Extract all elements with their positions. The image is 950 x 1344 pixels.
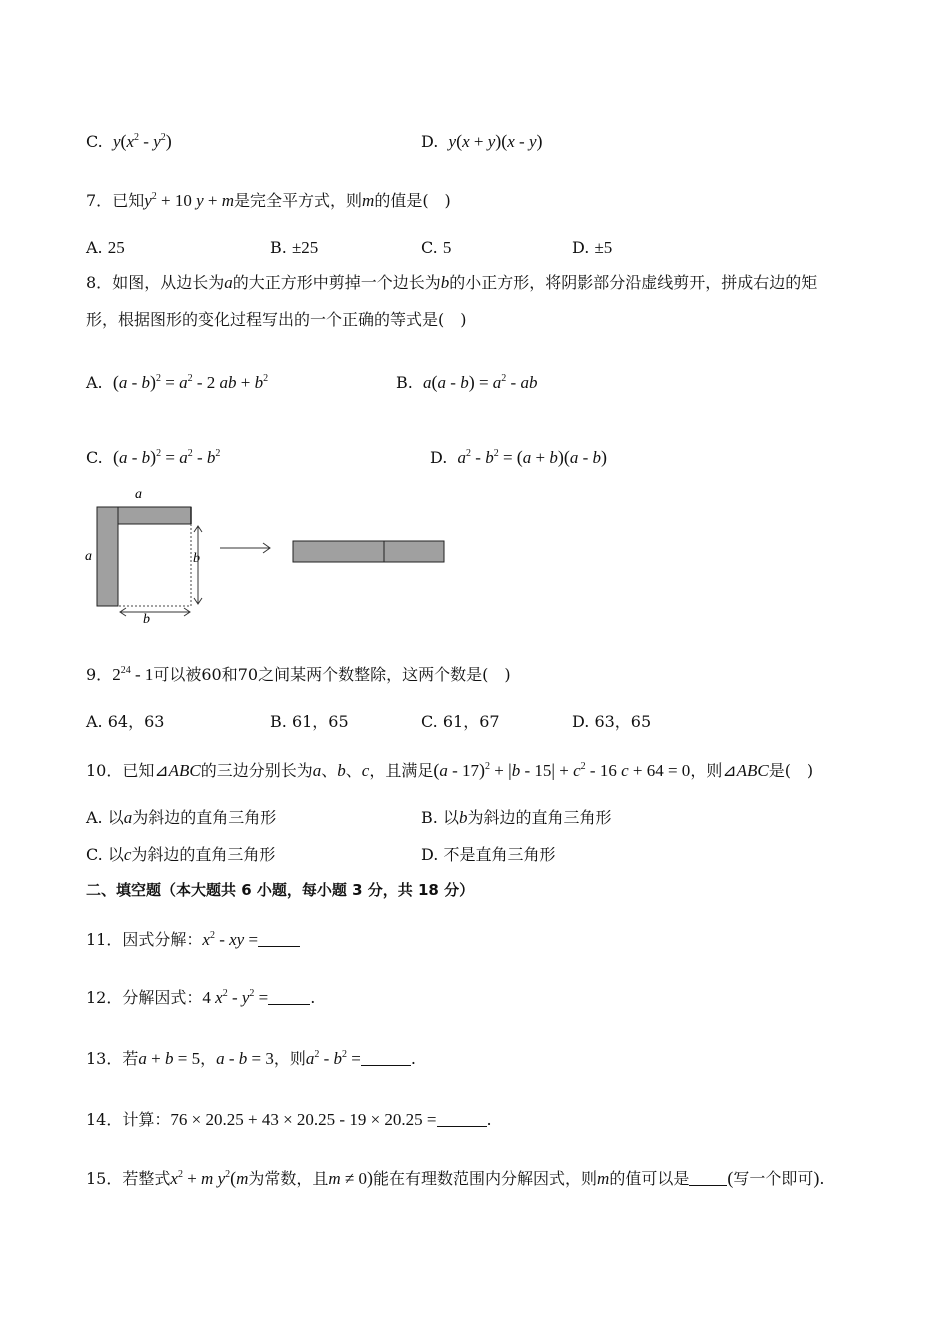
q10-stem: 10．已知⊿ABC的三边分别长为a、b、c，且满足$(a - 17)^2 + |b - 15| + c^2 - 16$ c + 64 = 0，则⊿ABC是( ) bbox=[86, 760, 814, 780]
figure-label-top-a: a bbox=[135, 487, 142, 502]
q10-option-a: A. 以a为斜边的直角三角形 bbox=[86, 808, 277, 827]
result-rectangle-right bbox=[384, 541, 444, 562]
q11: 11．因式分解：$x^2$ - xy = bbox=[86, 930, 300, 950]
q8-option-d: D. $a^2 - b^2 = (a + b)(a - b)$ bbox=[430, 447, 608, 467]
figure-label-left-a: a bbox=[85, 549, 92, 564]
q13: 13．若a + b = 5，a - b = 3，则$a^2 - b^2$ = . bbox=[86, 1049, 416, 1068]
q9-stem: 9．$2^{24} - 1$可以被60和70之间某两个数整除，这两个数是( ) bbox=[86, 665, 511, 684]
figure-label-bottom-b: b bbox=[143, 612, 150, 627]
q7-stem: 7．已知$y^2 + 10$ y + m是完全平方式，则m的值是( ) bbox=[86, 191, 451, 210]
q8-stem-line1: 8．如图，从边长为a的大正方形中剪掉一个边长为b的小正方形，将阴影部分沿虚线剪开，拼成右边的矩 bbox=[86, 273, 818, 292]
q8-option-b: B. $a(a - b) = a^2$ - ab bbox=[396, 372, 538, 392]
shaded-left-strip bbox=[97, 507, 118, 606]
q6-d-expr: y(x + y)(x - y) bbox=[448, 131, 543, 151]
q12-answer-blank[interactable] bbox=[268, 990, 310, 1005]
q9-option-d: D. 63，65 bbox=[572, 712, 652, 731]
q7-option-a: A. 25 bbox=[86, 238, 125, 257]
q9-option-a: A. 64，63 bbox=[86, 712, 165, 731]
figure-label-right-b: b bbox=[193, 551, 200, 566]
q13-answer-blank[interactable] bbox=[361, 1051, 411, 1066]
q14: 14．计算：76 × 20.25 + 43 × 20.25 - 19 × 20.25 = . bbox=[86, 1110, 492, 1129]
q10-option-c: C. 以c为斜边的直角三角形 bbox=[86, 845, 276, 864]
q7-option-d: D. ±5 bbox=[572, 238, 613, 257]
q9-option-c: C. 61，67 bbox=[421, 712, 500, 731]
q8-option-c: C. $(a - b)^2 = a^2 - b^2$ bbox=[86, 447, 221, 467]
q6-option-c: C. $y(x^2 - y^2)$ bbox=[86, 131, 172, 151]
q7-option-c: C. 5 bbox=[421, 238, 452, 257]
q8-figure bbox=[80, 480, 460, 630]
q11-answer-blank[interactable] bbox=[258, 932, 300, 947]
q15: 15．若整式$x^2 + m$ $y^2(m$为常数，且m ≠ 0)能在有理数范围内分解因式，则m的值可以是 (写一个即可). bbox=[86, 1168, 825, 1188]
q10-option-b: B. 以b为斜边的直角三角形 bbox=[421, 808, 612, 827]
q15-answer-blank[interactable] bbox=[689, 1171, 727, 1186]
q8-stem-line2: 形，根据图形的变化过程写出的一个正确的等式是( ) bbox=[86, 310, 467, 329]
q14-answer-blank[interactable] bbox=[437, 1112, 487, 1127]
q12: 12．分解因式：4 $x^2 - y^2$ = . bbox=[86, 988, 316, 1007]
q6-c-expr: $y(x^2 - y^2)$ bbox=[112, 131, 172, 151]
q6-option-d: D. y(x + y)(x - y) bbox=[421, 131, 543, 151]
q7-option-b: B. ±25 bbox=[270, 238, 319, 257]
q9-option-b: B. 61，65 bbox=[270, 712, 349, 731]
result-rectangle-left bbox=[293, 541, 384, 562]
shaded-top-strip bbox=[118, 507, 191, 524]
q10-option-d: D. 不是直角三角形 bbox=[421, 845, 556, 864]
section2-title: 二、填空题（本大题共 6 小题，每小题 3 分，共 18 分） bbox=[86, 881, 475, 899]
dashed-small-square bbox=[118, 524, 191, 606]
q8-option-a: A. $(a - b)^2 = a^2 - 2$ ab + $b^2$ bbox=[86, 372, 269, 392]
